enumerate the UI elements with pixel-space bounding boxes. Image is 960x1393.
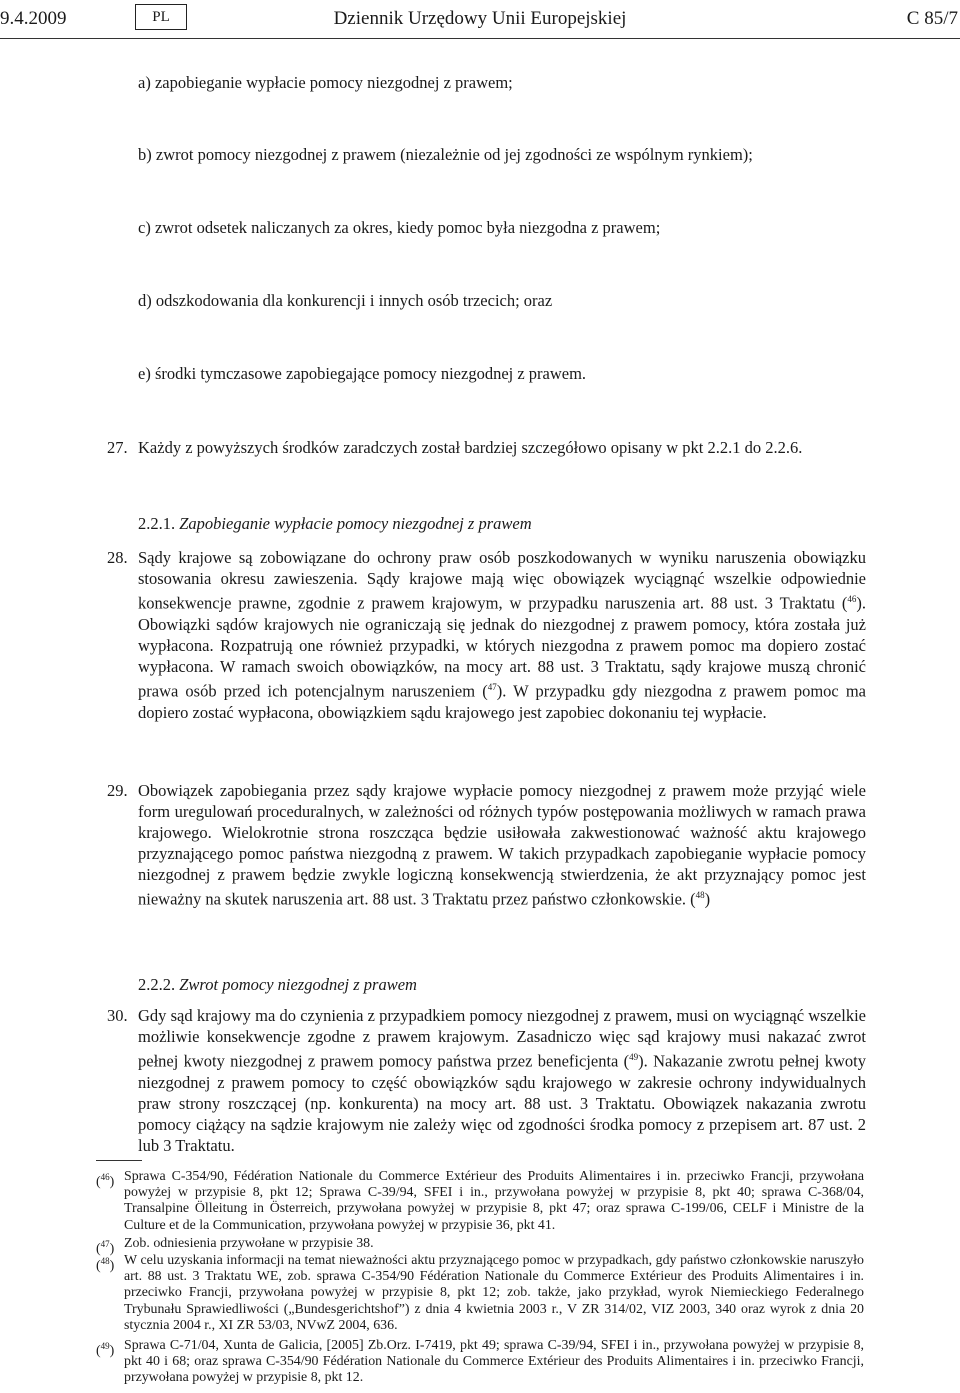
footnote-mark: ($^{47}$) <box>96 1239 115 1257</box>
list-item: a) zapobieganie wypłacie pomocy niezgodnej z prawem; <box>138 73 513 92</box>
footnote-48 <box>96 1253 864 1334</box>
list-item: b) zwrot pomocy niezgodnej z prawem (niezależnie od jej zgodności ze wspólnym rynkiem); <box>138 145 753 164</box>
paragraph-28: Sądy krajowe są zobowiązane do ochrony praw osób poszkodowanych w wyniku naruszenia obowiązku stosowania okresu zawieszenia. Sądy krajowe mają więc obowiązek wyciągnąć wszelkie odpowiednie konsekwencje prawne, zgodnie z prawem krajowym, w przypadku naruszenia art. 88 ust. 3 Traktatu ($^{46}$). Obowiązki sądów krajowych nie ograniczają się jednak do niezgodnej z prawem pomocy, która została już wypłacona. Rozpatrują one również przypadki, w których niezgodna z prawem pomoc ma dopiero zostać wypłacona. W ramach swoich obowiązków, na mocy art. 88 ust. 3 Traktatu, sądy krajowe muszą chronić prawa osób przed ich potencjalnym naruszeniem ($^{47}$). W przypadku gdy niezgodna z prawem pomoc ma dopiero zostać wypłacona, obowiązkiem sądu krajowego jest zapobiec dokonaniu tej wypłacie. <box>138 548 867 722</box>
footnote-49 <box>96 1338 864 1387</box>
footnote-mark: ($^{48}$) <box>96 1256 115 1274</box>
list-item: d) odszkodowania dla konkurencji i innych osób trzecich; oraz <box>138 291 553 310</box>
footnote-ref[interactable]: 49 <box>629 1052 639 1063</box>
footnote-separator <box>96 1160 142 1161</box>
footnote-46 <box>96 1169 864 1234</box>
publication-date: 9.4.2009 <box>0 8 67 29</box>
section-heading-2-2-2 <box>138 974 417 995</box>
paragraph-number: 27. <box>107 438 128 457</box>
language-badge: PL <box>135 4 187 30</box>
footnote-ref[interactable]: 48 <box>695 890 705 901</box>
section-title: Zwrot pomocy niezgodnej z prawem <box>179 975 417 994</box>
footnote-text: Sprawa C-71/04, Xunta de Galicia, [2005] Zb.Orz. I-7419, pkt 49; sprawa C-39/94, SFEI i in., przywołana powyżej w przypisie 8, pkt 40 i 68; oraz sprawa C-354/90 Fédération Nationale du Commerce Extérieur des Produits Alimentaires i in. przeciwko Francji, przywołana powyżej w przypisie 8, pkt 12. <box>124 1338 864 1386</box>
paragraph-30: Gdy sąd krajowy ma do czynienia z przypadkiem pomocy niezgodnej z prawem, musi on wyciągnąć wszelkie możliwie konsekwencje zgodne z prawem krajowym. Zasadniczo więc sąd krajowy musi nakazać zwrot pełnej kwoty niezgodnej z prawem pomocy państwa przez beneficjenta ($^{49}$). Nakazanie zwrotu pełnej kwoty niezgodnej z prawem pomocy to część obowiązków sądu krajowego w zakresie ochrony indywidualnych praw strony roszczącej (np. konkurenta) na mocy art. 88 ust. 3 Traktatu. Obowiązek nakazania zwrotu pomocy ciążący na sądzie krajowym nie zależy więc od zgodności środka pomocy z przepisem art. 87 ust. 2 lub 3 Traktatu. <box>138 1006 866 1156</box>
footnote-mark: ($^{46}$) <box>96 1172 115 1190</box>
list-item: c) zwrot odsetek naliczanych za okres, kiedy pomoc była niezgodna z prawem; <box>138 218 661 237</box>
page-reference: C 85/7 <box>906 8 958 29</box>
footnote-text: W celu uzyskania informacji na temat nieważności aktu przyznającego pomoc w przypadkach, gdy państwo członkowskie naruszyło art. 88 ust. 3 Traktatu WE, zob. sprawa C-354/90 Fédération Nationale du Commerce Extérieur des Produits Alimentaires i in. przeciwko Francji, przywołana powyżej w przypisie 8, pkt 12; zob. także, jako przykład, wyrok Niemieckiego Federalnego Trybunału Sprawiedliwości („Bundesgerichtshof”) z dnia 4 kwietnia 2003 r., V ZR 314/02, VIZ 2003, 340 oraz wyrok z dnia 20 stycznia 2004 r., XI ZR 53/03, NVwZ 2004, 636. <box>124 1253 864 1333</box>
header-rule <box>0 38 960 39</box>
page-header <box>0 4 960 38</box>
section-heading-2-2-1 <box>138 513 532 534</box>
paragraph-number: 29. <box>107 781 128 800</box>
footnote-mark: ($^{49}$) <box>96 1341 115 1359</box>
paragraph-29: Obowiązek zapobiegania przez sądy krajowe wypłacie pomocy niezgodnej z prawem może przyjąć wiele form uregulowań proceduralnych, w zależności od różnych typów postępowania możliwych w ramach prawa krajowego. Wielokrotnie strona roszcząca będzie usiłowała zakwestionować ważność aktu krajowego przyznającego pomoc państwa niezgodną z prawem. W takich przypadkach zapobieganie wypłacie pomocy niezgodnej z prawem będzie zwykle logiczną konsekwencją stwierdzenia, że akt przyznający pomoc jest nieważny na skutek naruszenia art. 88 ust. 3 Traktatu przez państwo członkowskie. ($^{48}$) <box>138 781 866 909</box>
footnote-ref[interactable]: 47 <box>487 682 497 693</box>
paragraph-27: Każdy z powyższych środków zaradczych został bardziej szczegółowo opisany w pkt 2.2.1 do 2.2.6. <box>138 438 803 457</box>
section-number: 2.2.1. <box>138 514 176 533</box>
footnote-ref[interactable]: 46 <box>847 594 857 605</box>
list-item: e) środki tymczasowe zapobiegające pomocy niezgodnej z prawem. <box>138 364 587 383</box>
section-title: Zapobieganie wypłacie pomocy niezgodnej z prawem <box>179 514 532 533</box>
paragraph-number: 30. <box>107 1006 128 1025</box>
footnote-47 <box>96 1236 864 1257</box>
section-number: 2.2.2. <box>138 975 176 994</box>
journal-title: Dziennik Urzędowy Unii Europejskiej <box>333 8 627 29</box>
footnote-text: Zob. odniesienia przywołane w przypisie 38. <box>124 1236 374 1251</box>
footnote-text: Sprawa C-354/90, Fédération Nationale du Commerce Extérieur des Produits Alimentaires i in. przeciwko Francji, przywołana powyżej w przypisie 8, pkt 12; Sprawa C-39/94, SFEI i in., przywołana powyżej w przypisie 8, pkt 40; sprawa C-368/04, Transalpine Ölleitung in Österreich, przywołana powyżej w przypisie 8, pkt 47; oraz sprawa C-199/06, CELF i Ministre de la Culture et de la Communication, przywołana powyżej w przypisie 36, pkt 41. <box>124 1169 864 1233</box>
paragraph-number: 28. <box>107 548 128 567</box>
